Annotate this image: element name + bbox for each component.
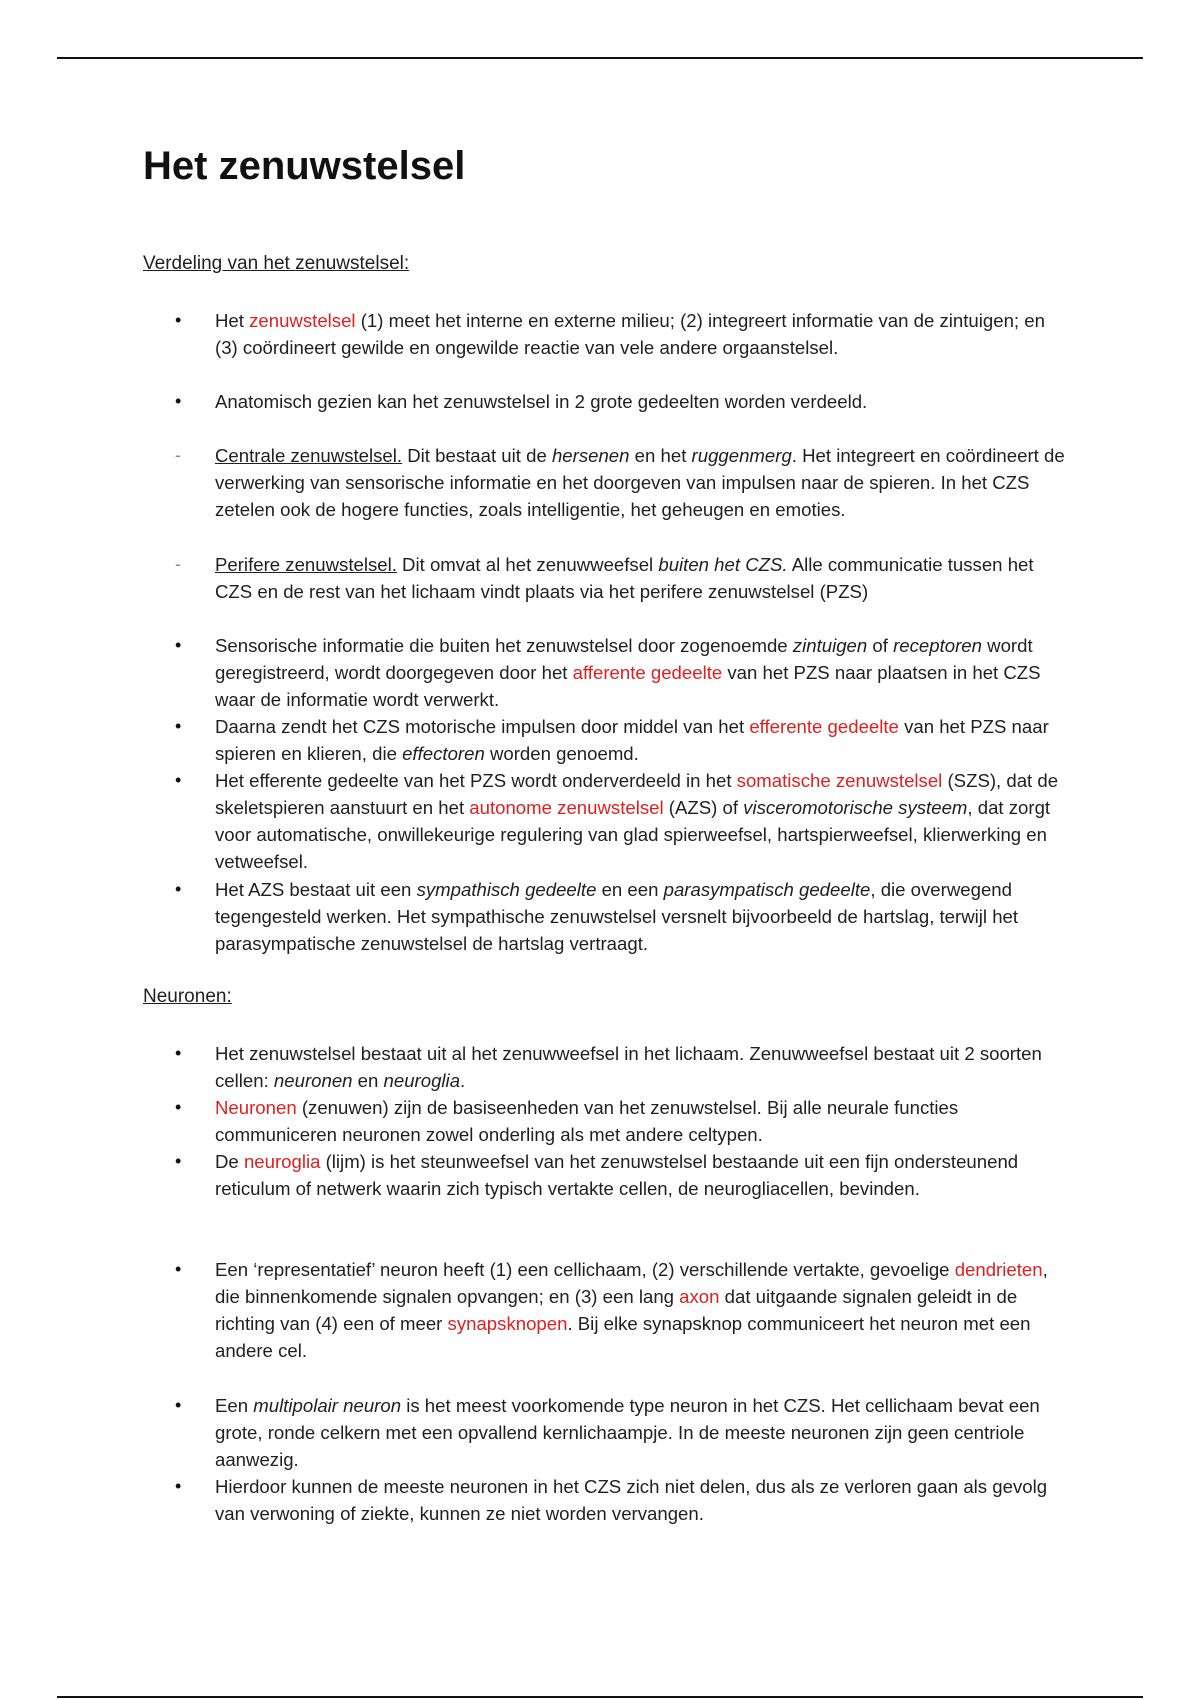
highlight-term: efferente gedeelte [749,716,899,737]
highlight-term: afferente gedeelte [572,662,723,683]
underlined-term: Perifere zenuwstelsel. [215,554,397,575]
list-item-text: Perifere zenuwstelsel. Dit omvat al het zenuwweefsel buiten het CZS. Alle communicatie tussen het CZS en de rest van het lichaam vindt plaats via het perifere zenuwstelsel (PZS) [215,554,1034,602]
list-item-text: Het efferente gedeelte van het PZS wordt onderverdeeld in het somatische zenuwstelsel (SZS), dat de skeletspieren aanstuurt en het autonome zenuwstelsel (AZS) of visceromotorische systeem, dat zorgt voor automatische, onwillekeurige regulering van glad spierweefsel, hartspierweefsel, klierwerking en vetweefsel. [215,770,1059,872]
highlight-term: zenuwstelsel [249,310,356,331]
highlight-term: Neuronen [215,1097,297,1118]
bottom-rule [57,1696,1143,1698]
section-heading-verdeling: Verdeling van het zenuwstelsel: [143,253,410,274]
top-rule [57,57,1143,59]
bullet-marker: • [175,391,182,411]
dash-marker: - [175,554,181,574]
highlight-term: dendrieten [954,1259,1043,1280]
section-heading-neuronen: Neuronen: [143,986,232,1007]
page-title: Het zenuwstelsel [143,144,466,188]
bullet-marker: • [175,1097,182,1117]
bullet-marker: • [175,1476,182,1496]
list-item-text: Daarna zendt het CZS motorische impulsen door middel van het efferente gedeelte van het PZS naar spieren en klieren, die effectoren worden genoemd. [215,716,1049,764]
underlined-term: Centrale zenuwstelsel. [215,445,403,466]
highlight-term: neuroglia [243,1151,321,1172]
list-item-text: Neuronen (zenuwen) zijn de basiseenheden van het zenuwstelsel. Bij alle neurale functies communiceren neuronen zowel onderling als met andere celtypen. [215,1097,959,1145]
highlight-term: somatische zenuwstelsel [736,770,943,791]
highlight-term: synapsknopen [447,1313,568,1334]
highlight-term: axon [679,1286,720,1307]
list-item-text: Het zenuwstelsel (1) meet het interne en externe milieu; (2) integreert informatie van de zintuigen; en (3) coördineert gewilde en ongewilde reactie van vele andere orgaanstelsel. [215,310,1045,358]
bullet-marker: • [175,1259,182,1279]
dash-marker: - [175,445,181,465]
bullet-marker: • [175,770,182,790]
bullet-marker: • [175,635,182,655]
list-item-text: Centrale zenuwstelsel. Dit bestaat uit de hersenen en het ruggenmerg. Het integreert en coördineert de verwerking van sensorische informatie en het doorgeven van impulsen naar de spieren. In het CZS zetelen ook de hogere functies, zoals intelligentie, het geheugen en emoties. [215,445,1065,520]
list-item-text: De neuroglia (lijm) is het steunweefsel van het zenuwstelsel bestaande uit een fijn ondersteunend reticulum of netwerk waarin zich typisch vertakte cellen, de neurogliacellen, bevinden. [215,1151,1019,1199]
list-item-text: Het AZS bestaat uit een sympathisch gedeelte en een parasympatisch gedeelte, die overwegend tegengesteld werken. Het sympathische zenuwstelsel versnelt bijvoorbeeld de hartslag, terwijl het parasympatische zenuwstelsel de hartslag vertraagt. [215,879,1019,954]
list-item-text: Hierdoor kunnen de meeste neuronen in het CZS zich niet delen, dus als ze verloren gaan als gevolg van verwoning of ziekte, kunnen ze niet worden vervangen. [215,1476,1048,1524]
bullet-marker: • [175,1043,182,1063]
list-item-text: Een ‘representatief’ neuron heeft (1) een cellichaam, (2) verschillende vertakte, gevoelige dendrieten, die binnenkomende signalen opvangen; en (3) een lang axon dat uitgaande signalen geleidt in de richting van (4) een of meer synapsknopen. Bij elke synapsknop communiceert het neuron met een andere cel. [215,1259,1048,1361]
list-item-text: Een multipolair neuron is het meest voorkomende type neuron in het CZS. Het cellichaam bevat een grote, ronde celkern met een opvallend kernlichaampje. In de meeste neuronen zijn geen centriole aanwezig. [215,1395,1040,1470]
bullet-marker: • [175,1151,182,1171]
list-item-text: Anatomisch gezien kan het zenuwstelsel in 2 grote gedeelten worden verdeeld. [215,391,868,412]
bullet-marker: • [175,716,182,736]
highlight-term: autonome zenuwstelsel [469,797,664,818]
bullet-marker: • [175,1395,182,1415]
list-item-text: Sensorische informatie die buiten het zenuwstelsel door zogenoemde zintuigen of receptoren wordt geregistreerd, wordt doorgegeven door het afferente gedeelte van het PZS naar plaatsen in het CZS waar de informatie wordt verwerkt. [215,635,1041,710]
list-item-text: Het zenuwstelsel bestaat uit al het zenuwweefsel in het lichaam. Zenuwweefsel bestaat uit 2 soorten cellen: neuronen en neuroglia. [215,1043,1042,1091]
bullet-marker: • [175,310,182,330]
bullet-marker: • [175,879,182,899]
